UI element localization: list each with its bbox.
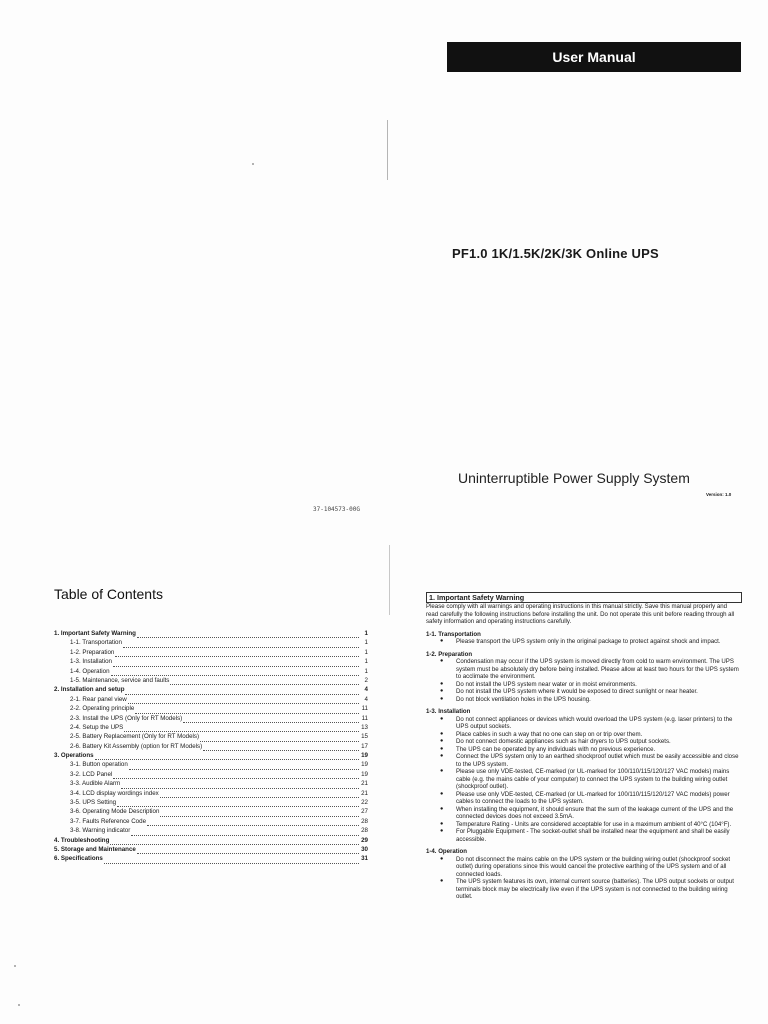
- bullet-item: ● Do not connect domestic appliances such as hair dryers to UPS output sockets.: [456, 738, 740, 746]
- bullet-list: [426, 658, 740, 703]
- cover-page: [384, 0, 768, 540]
- toc-entry-page: 30: [361, 845, 368, 853]
- toc-entry-page: 19: [361, 761, 368, 769]
- toc-entry-page: 4: [364, 695, 368, 703]
- toc-entry[interactable]: [54, 779, 368, 788]
- toc-entry[interactable]: [54, 760, 368, 769]
- cover-back-page: [0, 0, 384, 540]
- toc-entry-page: 11: [361, 714, 368, 722]
- toc-leader-dots: [131, 828, 359, 836]
- toc-entry-label: 3. Operations: [54, 752, 94, 760]
- toc-entry-label: 2-1. Rear panel view: [70, 695, 127, 703]
- scan-speck: [252, 163, 254, 165]
- toc-entry-label: 6. Specifications: [54, 855, 103, 863]
- toc-entry-page: 21: [361, 789, 368, 797]
- toc-leader-dots: [121, 781, 359, 789]
- toc-entry-label: 2. Installation and setup: [54, 686, 125, 694]
- toc-entry-page: 28: [361, 817, 368, 825]
- version-label: Version: 1.0: [706, 492, 732, 497]
- toc-entry[interactable]: [54, 817, 368, 826]
- toc-leader-dots: [113, 771, 359, 779]
- toc-entry-label: 2-3. Install the UPS (Only for RT Models): [70, 714, 183, 722]
- toc-entry-page: 28: [361, 827, 368, 835]
- toc-entry-label: 2-2. Operating principle: [70, 705, 135, 713]
- toc-entry-label: 1-2. Preparation: [70, 648, 115, 656]
- subsection-title: 1-2. Preparation: [426, 650, 473, 658]
- toc-leader-dots: [111, 668, 359, 676]
- toc-entry[interactable]: [54, 657, 368, 666]
- toc-entry[interactable]: [54, 695, 368, 704]
- bullet-item: ● Please use only VDE-tested, CE-marked (or UL-marked for 100/110/115/120/127 VAC models) mains cable (e.g. the mains cable of your computer) to connect the UPS system to the building wiring outlet (shockproof outlet).: [456, 768, 740, 791]
- toc-leader-dots: [95, 752, 359, 760]
- subsection-title: 1-4. Operation: [426, 848, 467, 855]
- toc-entry-page: 1: [364, 667, 368, 675]
- bullet-item: ● Condensation may occur if the UPS system is moved directly from cold to warm environment. The UPS system must be absolutely dry before being installed. Please allow at least two hours for the UPS system to acclimate the environment.: [456, 658, 740, 681]
- toc-entry[interactable]: [54, 648, 368, 657]
- toc-leader-dots: [128, 696, 359, 704]
- bullet-item: ● Do not block ventilation holes in the UPS housing.: [456, 696, 740, 704]
- toc-entry[interactable]: [54, 826, 368, 835]
- toc-leader-dots: [160, 790, 359, 798]
- toc-entry-page: 17: [361, 742, 368, 750]
- toc-leader-dots: [124, 724, 359, 732]
- toc-leader-dots: [110, 837, 359, 845]
- safety-body: [426, 592, 740, 901]
- safety-sections: [426, 631, 740, 901]
- toc-entry-label: 1-3. Installation: [70, 658, 112, 666]
- toc-entry-label: 5. Storage and Maintenance: [54, 845, 136, 853]
- toc-entry-label: 3-2. LCD Panel: [70, 770, 113, 778]
- toc-entry-page: 1: [364, 658, 368, 666]
- bullet-item: ● Do not install the UPS system where it would be exposed to direct sunlight or near heater.: [456, 688, 740, 696]
- scan-speck: [14, 965, 16, 967]
- toc-entry-page: 1: [364, 648, 368, 656]
- toc-entry-label: 3-1. Button operation: [70, 761, 128, 769]
- toc-entry[interactable]: [54, 807, 368, 816]
- toc-entry[interactable]: [54, 732, 368, 741]
- bullet-list: [426, 716, 740, 844]
- toc-title: Table of Contents: [54, 586, 163, 602]
- bullet-item: ● Please transport the UPS system only in the original package to protect against shock and impact.: [456, 638, 740, 646]
- bullet-item: ● Do not disconnect the mains cable on the UPS system or the building wiring outlet (shockproof socket outlet) during operations since this would cancel the protective earthing of the UPS system and of all connected loads.: [456, 856, 740, 879]
- scan-speck: [18, 1004, 20, 1006]
- toc-entry-label: 3-7. Faults Reference Code: [70, 817, 147, 825]
- toc-entry-label: 1. Important Safety Warning: [54, 629, 136, 637]
- bullet-item: ● For Pluggable Equipment - The socket-outlet shall be installed near the equipment and shall be easily accessible.: [456, 828, 740, 843]
- toc-leader-dots: [125, 687, 359, 695]
- toc-leader-dots: [137, 630, 359, 638]
- toc-entry-page: 29: [361, 836, 368, 844]
- bullet-item: ● When installing the equipment, it should ensure that the sum of the leakage current of the UPS and the connected devices does not exceed 3.5mA.: [456, 806, 740, 821]
- toc-entry[interactable]: [54, 798, 368, 807]
- bullet-item: ● Do not install the UPS system near water or in moist environments.: [456, 681, 740, 689]
- toc-entry-label: 2-4. Setup the UPS: [70, 723, 124, 731]
- bullet-item: ● Place cables in such a way that no one can step on or trip over them.: [456, 731, 740, 739]
- bullet-list: [426, 638, 740, 646]
- bullet-item: ● Please use only VDE-tested, CE-marked (or UL-marked for 100/110/115/120/127 VAC models) power cables to connect the loads to the UPS system.: [456, 791, 740, 806]
- toc-entry-page: 1: [364, 639, 368, 647]
- toc-entry-page: 19: [361, 752, 368, 760]
- toc-leader-dots: [135, 706, 359, 714]
- toc-entry-page: 2: [364, 676, 368, 684]
- toc-entry-page: 27: [361, 808, 368, 816]
- section-heading: 1. Important Safety Warning: [426, 592, 742, 603]
- toc-leader-dots: [183, 715, 359, 723]
- toc-leader-dots: [117, 799, 359, 807]
- bullet-item: ● The UPS system features its own, internal current source (batteries). The UPS output sockets or output terminals block may be electrically live even if the UPS system is not connected to the building wiring outlet.: [456, 878, 740, 901]
- intro-paragraph: Please comply with all warnings and operating instructions in this manual strictly. Save this manual properly and read carefully the following instructions before installing the unit. Do not operate this unit before reading through all safety information and operating instructions carefully.: [426, 603, 735, 625]
- subsection-title: 1-3. Installation: [426, 708, 471, 715]
- toc-entry-label: 3-5. UPS Setting: [70, 799, 117, 807]
- toc-entry-page: 15: [361, 733, 368, 741]
- toc-list: [54, 629, 368, 864]
- model-title: PF1.0 1K/1.5K/2K/3K Online UPS: [452, 246, 659, 261]
- toc-entry-page: 4: [364, 686, 368, 694]
- toc-leader-dots: [200, 734, 359, 742]
- toc-leader-dots: [203, 743, 359, 751]
- bullet-item: ● Do not connect appliances or devices which would overload the UPS system (e.g. laser printers) to the UPS output sockets.: [456, 716, 740, 731]
- toc-leader-dots: [113, 659, 359, 667]
- toc-entry[interactable]: [54, 854, 368, 863]
- toc-entry[interactable]: [54, 845, 368, 854]
- toc-entry-label: 3-6. Operating Mode Description: [70, 808, 160, 816]
- toc-entry-page: 1: [364, 629, 368, 637]
- toc-entry[interactable]: [54, 770, 368, 779]
- toc-entry[interactable]: [54, 751, 368, 760]
- toc-entry[interactable]: [54, 629, 368, 638]
- toc-entry-page: 22: [361, 799, 368, 807]
- toc-entry[interactable]: [54, 836, 368, 845]
- product-subtitle: Uninterruptible Power Supply System: [458, 470, 690, 486]
- toc-entry[interactable]: [54, 704, 368, 713]
- bullet-list: [426, 856, 740, 901]
- toc-entry-page: 31: [361, 855, 368, 863]
- toc-leader-dots: [147, 818, 359, 826]
- toc-entry-page: 19: [361, 770, 368, 778]
- toc-leader-dots: [129, 762, 359, 770]
- user-manual-banner: User Manual: [447, 42, 741, 72]
- toc-entry[interactable]: [54, 685, 368, 694]
- page-fold-line: [387, 120, 388, 180]
- toc-leader-dots: [137, 846, 359, 854]
- page-fold-line: [389, 545, 390, 615]
- document-number: 37-104573-00G: [313, 506, 360, 513]
- toc-entry[interactable]: [54, 789, 368, 798]
- toc-leader-dots: [170, 677, 359, 685]
- toc-entry-page: 21: [361, 780, 368, 788]
- toc-entry[interactable]: [54, 714, 368, 723]
- toc-entry-label: 4. Troubleshooting: [54, 836, 110, 844]
- toc-entry[interactable]: [54, 667, 368, 676]
- toc-entry-label: 2-5. Battery Replacement (Only for RT Models): [70, 733, 200, 741]
- toc-leader-dots: [123, 640, 359, 648]
- toc-entry[interactable]: [54, 723, 368, 732]
- toc-entry-label: 2-6. Battery Kit Assembly (option for RT Models): [70, 742, 203, 750]
- bullet-item: ● The UPS can be operated by any individuals with no previous experience.: [456, 746, 740, 754]
- subsection-title: 1-1. Transportation: [426, 630, 481, 638]
- bullet-item: ● Temperature Rating - Units are considered acceptable for use in a maximum ambient of 40°C (104°F).: [456, 821, 740, 829]
- toc-entry-page: 13: [361, 723, 368, 731]
- toc-leader-dots: [104, 856, 359, 864]
- toc-entry-label: 1-4. Operation: [70, 667, 110, 675]
- toc-entry-label: 3-4. LCD display wordings index: [70, 789, 159, 797]
- toc-entry-label: 3-3. Audible Alarm: [70, 780, 121, 788]
- toc-entry-label: 1-5. Maintenance, service and faults: [70, 676, 170, 684]
- toc-entry-label: 3-8. Warning indicator: [70, 827, 131, 835]
- toc-entry[interactable]: [54, 638, 368, 647]
- toc-entry-page: 11: [361, 705, 368, 713]
- toc-entry[interactable]: [54, 676, 368, 685]
- bullet-item: ● Connect the UPS system only to an earthed shockproof outlet which must be easily accessible and close to the UPS system.: [456, 753, 740, 768]
- toc-entry[interactable]: [54, 742, 368, 751]
- toc-leader-dots: [160, 809, 359, 817]
- toc-leader-dots: [115, 649, 359, 657]
- toc-entry-label: 1-1. Transportation: [70, 639, 122, 647]
